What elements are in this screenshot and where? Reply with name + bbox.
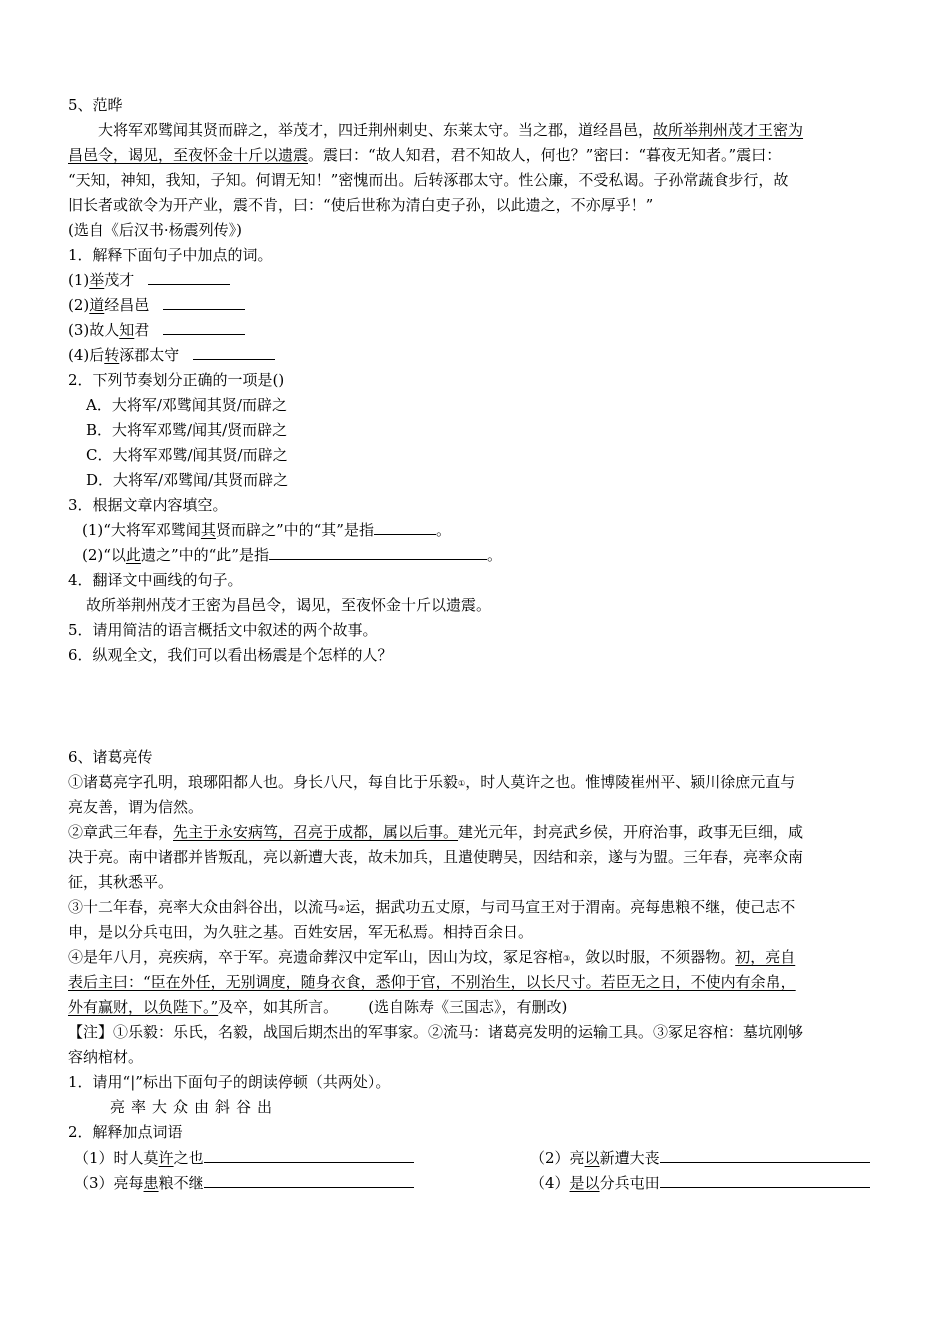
s5-q4: 4．翻译文中画线的句子。 <box>68 571 243 589</box>
s6-para4-line1 <box>68 948 795 968</box>
s5-q3-item2 <box>82 546 502 565</box>
text: 建光元年，封亮武乡侯，开府治事，政事无巨细，咸 <box>458 823 804 841</box>
key-word: 患 <box>143 1174 159 1192</box>
s5-source: (选自《后汉书·杨震列传》) <box>68 221 242 239</box>
s5-para-line4: 旧长者或欲令为开产业，震不肯，曰：“使后世称为清白吏子孙，以此遗之，不亦厚乎！” <box>68 196 654 214</box>
underlined-sentence: 昌邑令，谒见，至夜怀金十斤以遗震 <box>68 146 309 164</box>
s6-q2-item1 <box>74 1148 414 1168</box>
text: ，时人莫许之也。惟博陵崔州平、颍川徐庶元直与 <box>465 773 796 791</box>
source-citation: (选自陈寿《三国志》，有删改) <box>368 998 568 1016</box>
text: 君 <box>134 321 150 339</box>
num: (1) <box>68 271 90 289</box>
answer-blank[interactable] <box>204 1148 414 1163</box>
key-word: 转 <box>104 346 120 364</box>
underlined-sentence: 外有赢财，以负陛下。” <box>68 998 219 1016</box>
s6-para2-line3: 征，其秋悉平。 <box>68 873 174 891</box>
s6-q2-item4 <box>530 1173 870 1193</box>
key-word: 是以 <box>569 1174 600 1192</box>
text: 粮不继 <box>158 1174 204 1192</box>
num: (2) <box>68 296 90 314</box>
text: (1)“大将军邓骘闻 <box>82 521 201 539</box>
key-word: 此 <box>125 546 141 564</box>
s6-q2: 2．解释加点词语 <box>68 1123 183 1141</box>
s5-para-line3: “天知，神知，我知，子知。何谓无知！”密愧而出。后转涿郡太守。性公廉，不受私谒。子孙常蔬食步行，故 <box>68 171 789 189</box>
answer-blank[interactable] <box>660 1148 870 1163</box>
footnote-marker: ① <box>458 779 466 788</box>
s6-q1: 1．请用“|”标出下面句子的朗读停顿（共两处）。 <box>68 1073 391 1091</box>
answer-blank[interactable] <box>193 347 275 360</box>
text: 。 <box>486 546 502 564</box>
s6-para3-line2: 申，是以分兵屯田，为久驻之基。百姓安居，军无私焉。相持百余日。 <box>68 923 534 941</box>
num: (4) <box>68 346 90 364</box>
s5-q2: 2．下列节奏划分正确的一项是() <box>68 371 285 389</box>
text: 。 <box>435 521 451 539</box>
text: 及卒，如其所言。 <box>218 998 339 1016</box>
text: 之也 <box>173 1149 204 1167</box>
text: ④是年八月，亮疾病，卒于军。亮遗命葬汉中定军山，因山为坟，冢足容棺 <box>68 948 564 966</box>
s5-q3: 3．根据文章内容填空。 <box>68 496 228 514</box>
underlined-sentence: 先主于永安病笃，召亮于成都，属以后事。 <box>173 823 459 841</box>
s6-para1-line2: 亮友善，谓为信然。 <box>68 798 204 816</box>
text: （4） <box>530 1174 570 1192</box>
s5-q2-option-a[interactable]: A．大将军/邓骘闻其贤/而辟之 <box>86 396 287 414</box>
text: 分兵屯田 <box>599 1174 660 1192</box>
answer-blank[interactable] <box>269 547 487 560</box>
s6-para2-line2: 决于亮。南中诸郡并皆叛乱，亮以新遭大丧，故未加兵，且遣使聘吴，因结和亲，遂与为盟。三年春，亮率众南 <box>68 848 804 866</box>
s6-para3-line1 <box>68 898 795 918</box>
s6-note-line1: 【注】①乐毅：乐氏，名毅，战国后期杰出的军事家。②流马：诸葛亮发明的运输工具。③冢足容棺：墓坑刚够 <box>68 1023 804 1041</box>
s5-q1-item2 <box>68 296 245 315</box>
underlined-sentence: 故所举荆州茂才王密为 <box>653 121 804 139</box>
s6-q2-item3 <box>74 1173 414 1193</box>
s5-q1-item1 <box>68 271 230 290</box>
key-word: 以 <box>584 1149 600 1167</box>
text: ①诸葛亮字孔明，琅琊阳都人也。身长八尺，每自比于乐毅 <box>68 773 459 791</box>
s5-q4-sentence: 故所举荆州茂才王密为昌邑令，谒见，至夜怀金十斤以遗震。 <box>86 596 492 614</box>
underlined-sentence: 表后主曰：“臣在外任，无别调度，随身衣食，悉仰于官，不别治生，以长尺寸。若臣无之日，不使内有余帛， <box>68 973 796 991</box>
text: 茂才 <box>104 271 135 289</box>
answer-blank[interactable] <box>374 522 436 535</box>
s6-para1-line1 <box>68 773 795 793</box>
s5-q6: 6．纵观全文，我们可以看出杨震是个怎样的人？ <box>68 646 393 664</box>
text: 贤而辟之”中的“其”是指 <box>215 521 374 539</box>
s5-q1-item4 <box>68 346 275 365</box>
key-word: 举 <box>89 271 105 289</box>
underlined-sentence: 初，亮自 <box>735 948 796 966</box>
answer-blank[interactable] <box>163 297 245 310</box>
s5-q2-option-c[interactable]: C．大将军邓骘/闻其贤/而辟之 <box>86 446 288 464</box>
s5-q3-item1 <box>82 521 451 540</box>
text: 大将军邓骘闻其贤而辟之，举茂才，四迁荆州刺史、东莱太守。当之郡，道经昌邑， <box>98 121 654 139</box>
s5-q1: 1．解释下面句子中加点的词。 <box>68 246 273 264</box>
text: 涿郡太守 <box>119 346 180 364</box>
answer-blank[interactable] <box>163 322 245 335</box>
s6-para4-line2 <box>68 973 796 992</box>
s5-q2-option-d[interactable]: D．大将军/邓骘闻/其贤而辟之 <box>86 471 289 489</box>
text: 运，据武功五丈原，与司马宣王对于渭南。亮每患粮不继，使己志不 <box>345 898 796 916</box>
text: ，敛以时服，不须器物。 <box>570 948 736 966</box>
section6-title: 6、诸葛亮传 <box>68 748 153 766</box>
s6-para2-line1 <box>68 823 803 842</box>
s6-q1-sentence: 亮率大众由斜谷出 <box>110 1098 279 1116</box>
text: ③十二年春，亮率大众由斜谷出，以流马 <box>68 898 339 916</box>
footnote-marker: ② <box>338 904 346 913</box>
num: (3) <box>68 321 90 339</box>
key-word: 其 <box>200 521 216 539</box>
answer-blank[interactable] <box>148 272 230 285</box>
answer-blank[interactable] <box>660 1173 870 1188</box>
text: （1）时人莫 <box>74 1149 159 1167</box>
text: ②章武三年春， <box>68 823 174 841</box>
key-word: 许 <box>158 1149 174 1167</box>
s5-q5: 5．请用简洁的语言概括文中叙述的两个故事。 <box>68 621 378 639</box>
text: 经昌邑 <box>104 296 150 314</box>
s6-para4-line3 <box>68 998 567 1017</box>
s6-note-line2: 容纳棺材。 <box>68 1048 144 1066</box>
text: (2)“以 <box>82 546 126 564</box>
footnote-marker: ③ <box>563 954 571 963</box>
key-word: 知 <box>119 321 135 339</box>
s5-q1-item3 <box>68 321 245 340</box>
s5-para-line1 <box>68 121 803 140</box>
section5-title: 5、范晔 <box>68 96 123 114</box>
text: 后 <box>89 346 105 364</box>
s5-para-line2 <box>68 146 781 165</box>
s5-q2-option-b[interactable]: B．大将军邓骘/闻其/贤而辟之 <box>86 421 288 439</box>
text: 。震曰：“故人知君，君不知故人，何也？”密曰：“暮夜无知者。”震曰： <box>308 146 782 164</box>
key-word: 道 <box>89 296 105 314</box>
text: （2）亮 <box>530 1149 585 1167</box>
s6-q2-item2 <box>530 1148 870 1168</box>
text: 遗之”中的“此”是指 <box>140 546 269 564</box>
answer-blank[interactable] <box>204 1173 414 1188</box>
text: （3）亮每 <box>74 1174 144 1192</box>
text: 故人 <box>89 321 120 339</box>
text: 新遭大丧 <box>599 1149 660 1167</box>
